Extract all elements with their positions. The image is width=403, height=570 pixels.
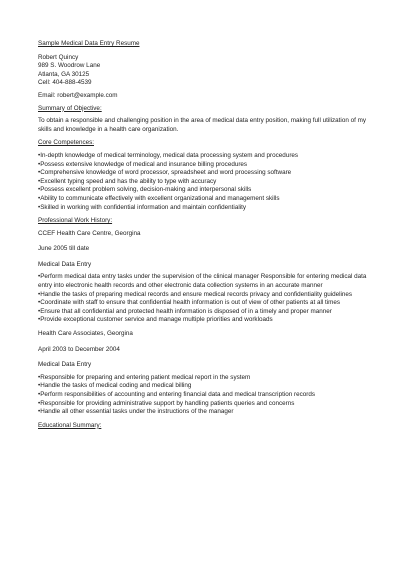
list-item: • Skilled in working with confidential information and maintain confidentiality — [38, 204, 368, 213]
job-2 — [38, 330, 368, 417]
contact-city: Atlanta, GA 30125 — [38, 70, 90, 78]
contact-block — [38, 54, 368, 101]
contact-email: Email: robert@example.com — [38, 91, 118, 99]
job-employer: Health Care Associates, Georgina — [38, 330, 133, 338]
list-item: • Excellent typing speed and has the ability to type with accuracy — [38, 178, 368, 187]
work-section — [38, 217, 368, 417]
list-item: • Responsible for preparing and entering patient medical report in the system — [38, 374, 368, 383]
objective-section — [38, 105, 368, 135]
job-1 — [38, 230, 368, 325]
list-item: • Handle the tasks of preparing medical records and ensure medical records privacy and confidentiality guidelines — [38, 291, 368, 300]
list-item: • Perform medical data entry tasks under the supervision of the clinical manager Responsible for entering medical data entry into electronic health records and other electronic data collection systems in an accurate manner — [38, 273, 368, 290]
job-role: Medical Data Entry — [38, 361, 92, 369]
contact-street: 989 S. Woodrow Lane — [38, 62, 101, 70]
resume-body — [38, 40, 368, 430]
list-item: • In-depth knowledge of medical terminology, medical data processing system and procedures — [38, 152, 368, 161]
objective-heading: Summary of Objective: — [38, 104, 102, 112]
contact-cell: Cell: 404-888-4539 — [38, 79, 92, 87]
list-item: • Coordinate with staff to ensure that confidential health information is out of view of other patients at all times — [38, 299, 368, 308]
list-item: • Handle all other essential tasks under the instructions of the manager — [38, 408, 368, 417]
list-item: • Possess excellent problem solving, decision-making and interpersonal skills — [38, 186, 368, 195]
job-duties-list — [38, 273, 368, 325]
education-section — [38, 422, 368, 431]
work-heading: Professional Work History: — [38, 217, 113, 225]
list-item: • Ensure that all confidential and protected health information is disposed of in a timely and proper manner — [38, 308, 368, 317]
contact-name: Robert Quincy — [38, 53, 79, 61]
list-item: • Comprehensive knowledge of word processor, spreadsheet and word processing software — [38, 169, 368, 178]
list-item: • Possess extensive knowledge of medical and insurance billing procedures — [38, 161, 368, 170]
list-item: • Provide exceptional customer service and manage multiple priorities and workloads — [38, 316, 368, 325]
education-heading: Educational Summary: — [38, 421, 102, 429]
list-item: • Perform responsibilities of accounting and entering financial data and medical transcription records — [38, 391, 368, 400]
job-dates: April 2003 to December 2004 — [38, 345, 120, 353]
competencies-list — [38, 152, 368, 212]
list-item: • Handle the tasks of medical coding and medical billing — [38, 382, 368, 391]
competencies-heading: Core Competences: — [38, 139, 94, 147]
list-item: • Responsible for providing administrative support by handling patients queries and concerns — [38, 400, 368, 409]
objective-text: To obtain a responsible and challenging position in the area of medical data entry position, making full utilization of my skills and knowledge in a health care organization. — [38, 117, 366, 133]
job-role: Medical Data Entry — [38, 260, 92, 268]
resume-title: Sample Medical Data Entry Resume — [38, 40, 140, 47]
job-dates: June 2005 till date — [38, 245, 90, 253]
competencies-section — [38, 139, 368, 212]
job-employer: CCEF Health Care Centre, Georgina — [38, 229, 141, 237]
list-item: • Ability to communicate effectively with excellent organizational and management skills — [38, 195, 368, 204]
job-duties-list — [38, 374, 368, 417]
